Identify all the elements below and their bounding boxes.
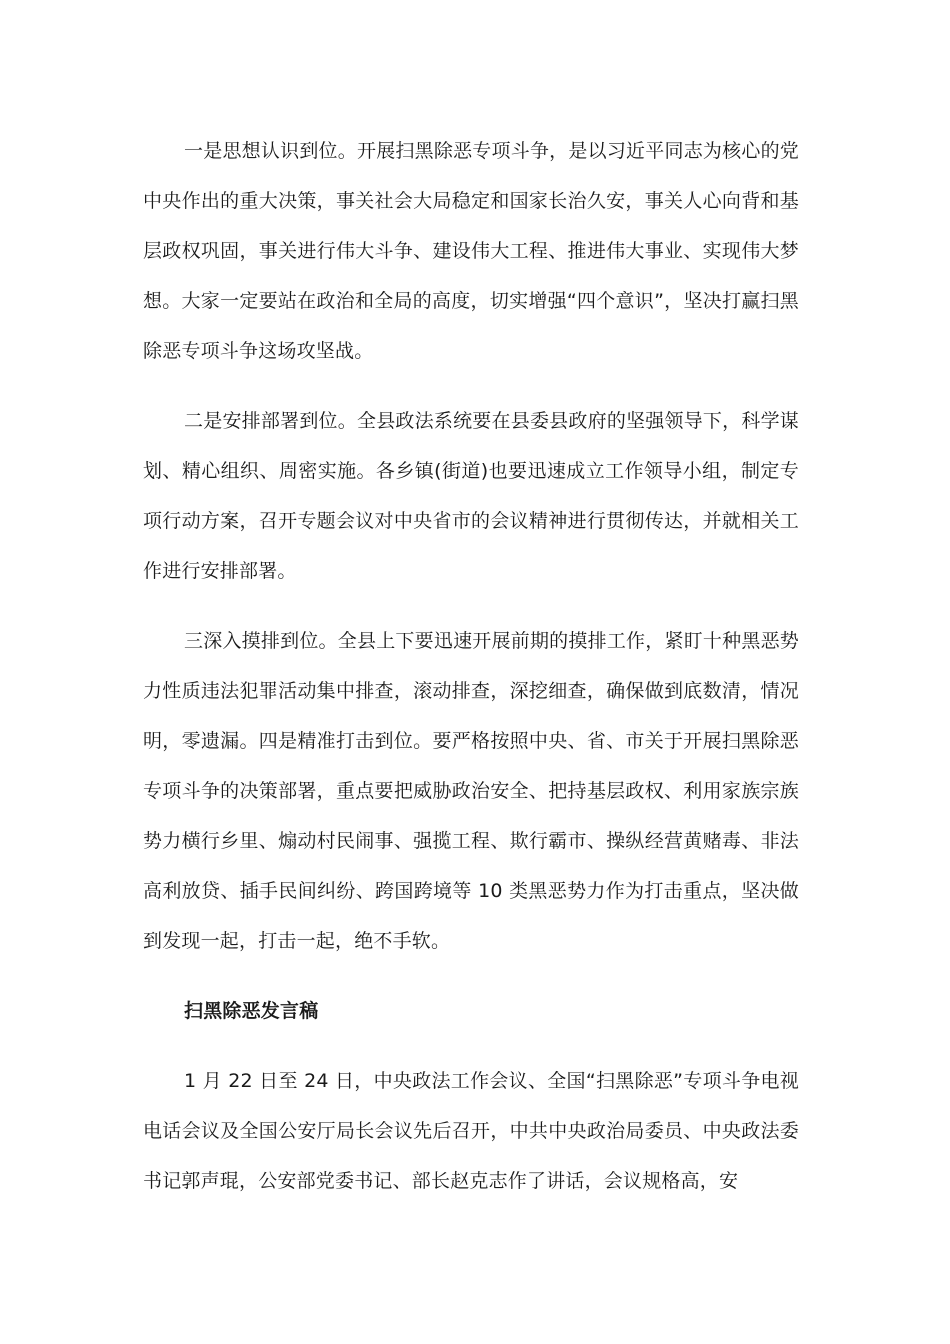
section-title: 扫黑除恶发言稿 [184,1000,319,1022]
paragraph-meeting: 1 月 22 日至 24 日，中央政法工作会议、全国“扫黑除恶”专项斗争电视电话会议及全国公安厅局长会议先后召开，中共中央政治局委员、中央政法委书记郭声琨，公安部党委书记、部长赵克志作了讲话，会议规格高，安 [143,1070,799,1192]
paragraph-deployment: 二是安排部署到位。全县政法系统要在县委县政府的坚强领导下，科学谋划、精心组织、周密实施。各乡镇(街道)也要迅速成立工作领导小组，制定专项行动方案，召开专题会议对中央省市的会议精神进行贯彻传达，并就相关工作进行安排部署。 [143,410,799,582]
paragraph-investigation: 三深入摸排到位。全县上下要迅速开展前期的摸排工作，紧盯十种黑恶势力性质违法犯罪活动集中排查，滚动排查，深挖细查，确保做到底数清，情况明，零遗漏。四是精准打击到位。要严格按照中央、省、市关于开展扫黑除恶专项斗争的决策部署，重点要把威胁政治安全、把持基层政权、利用家族宗族势力横行乡里、煽动村民闹事、强揽工程、欺行霸市、操纵经营黄赌毒、非法高利放贷、插手民间纠纷、跨国跨境等 10 类黑恶势力作为打击重点，坚决做到发现一起，打击一起，绝不手软。 [143,630,799,952]
document-body [143,126,799,1226]
paragraph-thought-awareness: 一是思想认识到位。开展扫黑除恶专项斗争，是以习近平同志为核心的党中央作出的重大决策，事关社会大局稳定和国家长治久安，事关人心向背和基层政权巩固，事关进行伟大斗争、建设伟大工程、推进伟大事业、实现伟大梦想。大家一定要站在政治和全局的高度，切实增强“四个意识”，坚决打赢扫黑除恶专项斗争这场攻坚战。 [143,140,799,362]
